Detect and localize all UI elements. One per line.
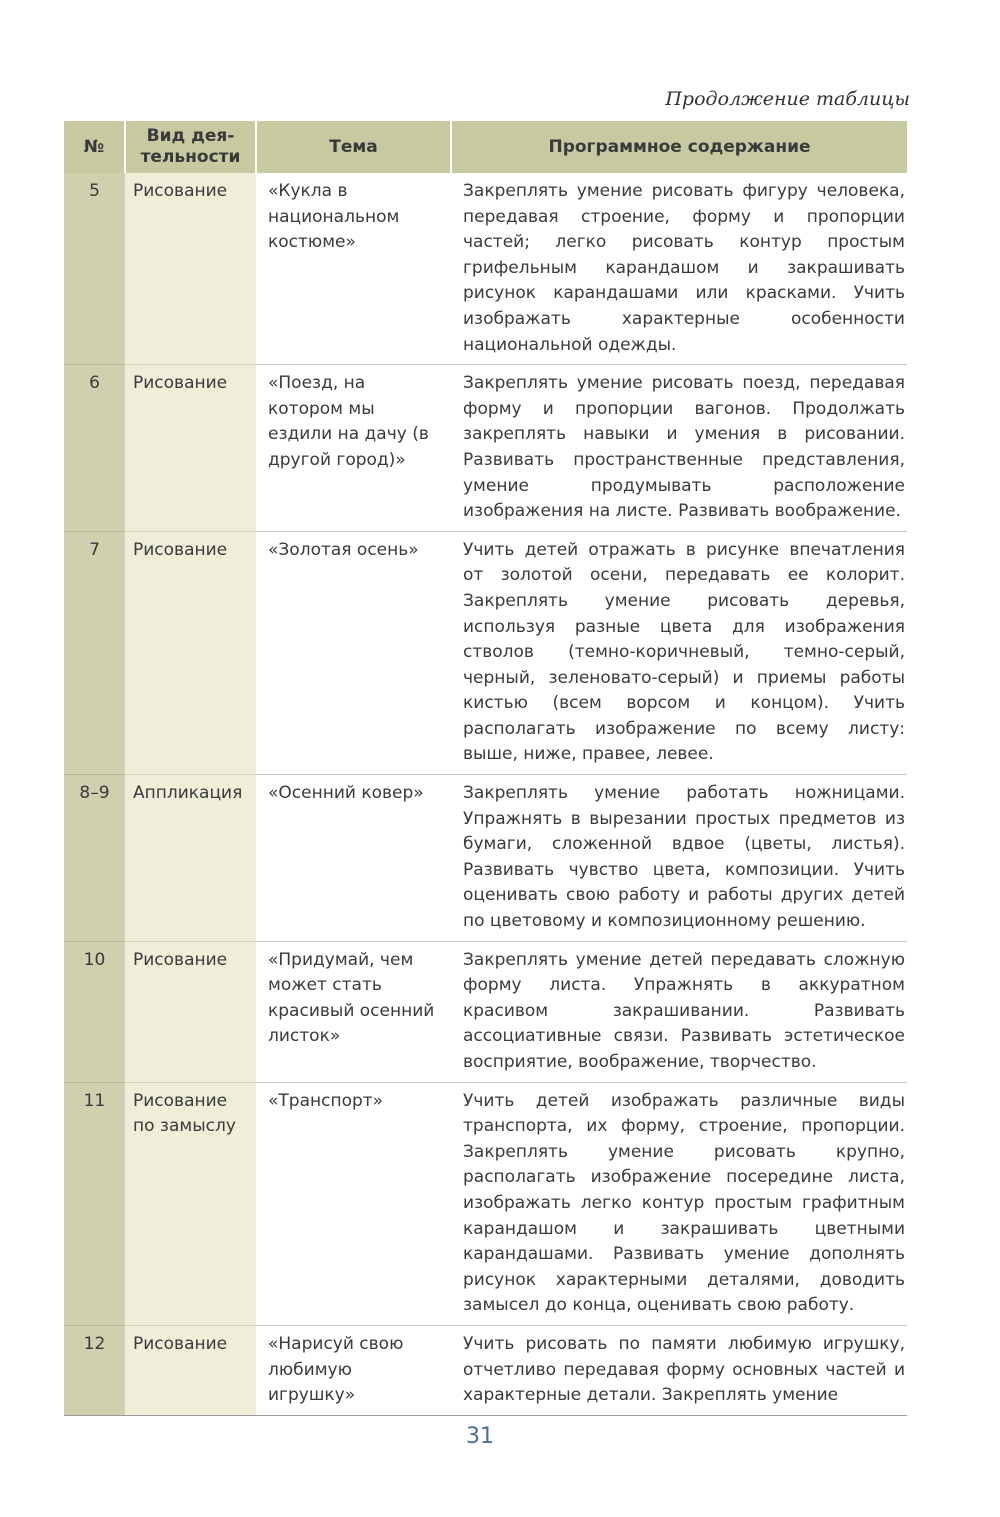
row-number: 7	[64, 531, 125, 774]
header-program-content: Программное содержание	[451, 121, 907, 173]
row-activity-kind: Аппликация	[125, 775, 256, 942]
header-number: №	[64, 121, 125, 173]
row-number: 8–9	[64, 775, 125, 942]
lesson-table	[64, 121, 907, 1416]
header-activity-kind: Вид дея-тельности	[125, 121, 256, 173]
table-row	[64, 941, 907, 1082]
row-program-content: Закреплять умение детей передавать сложную форму листа. Упражнять в аккуратном красивом закрашивании. Развивать ассоциативные связи. Развивать эстетическое восприятие, воображение, творчество.	[451, 941, 907, 1082]
row-program-content: Учить детей изображать различные виды транспорта, их форму, строение, пропорции. Закреплять умение рисовать крупно, располагать изображение посередине листа, изображать легко контур простым графитным карандашом и закрашивать цветными карандашами. Развивать умение дополнять рисунок характерными деталями, доводить замысел до конца, оценивать свою работу.	[451, 1082, 907, 1325]
table-row	[64, 1082, 907, 1325]
row-topic: «Придумай, чем может стать красивый осенний листок»	[256, 941, 451, 1082]
table-header-row	[64, 121, 907, 173]
row-activity-kind: Рисование	[125, 1325, 256, 1415]
page-number: 31	[466, 1424, 494, 1449]
table-row	[64, 365, 907, 532]
row-topic: «Нарисуй свою любимую игрушку»	[256, 1325, 451, 1415]
row-topic: «Транспорт»	[256, 1082, 451, 1325]
row-number: 10	[64, 941, 125, 1082]
row-program-content: Закреплять умение работать ножницами. Упражнять в вырезании простых предметов из бумаги, сложенной вдвое (цветы, листья). Развивать чувство цвета, композиции. Учить оценивать свою работу и работы других детей по цветовому и композиционному решению.	[451, 775, 907, 942]
row-activity-kind: Рисование	[125, 365, 256, 532]
table-continuation-caption: Продолжение таблицы	[665, 88, 910, 110]
row-number: 6	[64, 365, 125, 532]
row-activity-kind: Рисование	[125, 941, 256, 1082]
row-program-content: Учить детей отражать в рисунке впечатления от золотой осени, передавать ее колорит. Закреплять умение рисовать деревья, используя разные цвета для изображения стволов (темно-коричневый, темно-серый, черный, зеленовато-серый) и приемы работы кистью (всем ворсом и концом). Учить располагать изображение по всему листу: выше, ниже, правее, левее.	[451, 531, 907, 774]
table-row	[64, 1325, 907, 1415]
row-program-content: Закреплять умение рисовать фигуру человека, передавая строение, форму и пропорции частей; легко рисовать контур простым грифельным карандашом и закрашивать рисунок карандашами или красками. Учить изображать характерные особенности национальной одежды.	[451, 173, 907, 365]
row-topic: «Поезд, на котором мы ездили на дачу (в другой город)»	[256, 365, 451, 532]
row-number: 5	[64, 173, 125, 365]
row-program-content: Учить рисовать по памяти любимую игрушку, отчетливо передавая форму основных частей и характерные детали. Закреплять умение	[451, 1325, 907, 1415]
table-row	[64, 173, 907, 365]
row-topic: «Осенний ковер»	[256, 775, 451, 942]
row-topic: «Золотая осень»	[256, 531, 451, 774]
table-row	[64, 775, 907, 942]
table-row	[64, 531, 907, 774]
row-program-content: Закреплять умение рисовать поезд, передавая форму и пропорции вагонов. Продолжать закреплять навыки и умения в рисовании. Развивать пространственные представления, умение продумывать расположение изображения на листе. Развивать воображение.	[451, 365, 907, 532]
header-topic: Тема	[256, 121, 451, 173]
row-topic: «Кукла в национальном костюме»	[256, 173, 451, 365]
row-number: 11	[64, 1082, 125, 1325]
row-activity-kind: Рисование	[125, 173, 256, 365]
row-number: 12	[64, 1325, 125, 1415]
row-activity-kind: Рисование	[125, 531, 256, 774]
row-activity-kind: Рисование по замыслу	[125, 1082, 256, 1325]
